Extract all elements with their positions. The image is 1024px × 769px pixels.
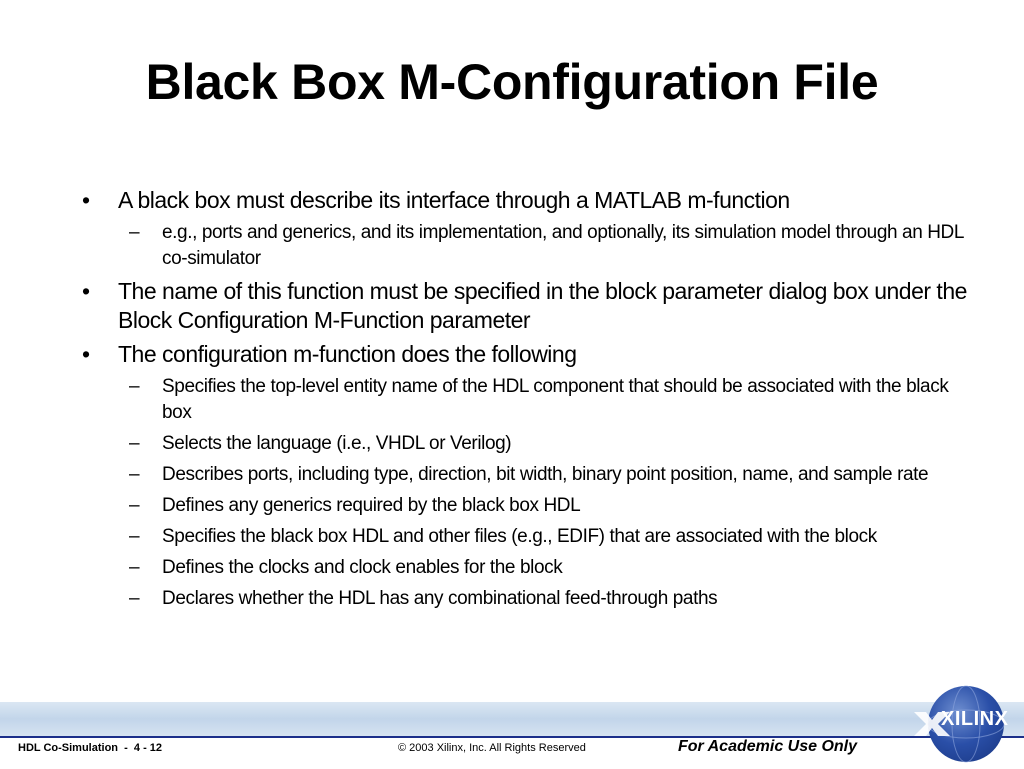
sub-bullet-marker: – <box>129 222 140 243</box>
sub-bullet-text: Declares whether the HDL has any combinational feed-through paths <box>162 588 718 609</box>
sub-bullet-marker: – <box>129 464 140 485</box>
xilinx-logo <box>908 684 1020 764</box>
sub-bullet-text: Defines the clocks and clock enables for the block <box>162 557 563 578</box>
footer-band <box>0 702 1024 736</box>
sub-bullet-marker: – <box>129 526 140 547</box>
bullet-marker: • <box>82 278 90 304</box>
bullet-marker: • <box>82 187 90 213</box>
sub-bullet-item <box>72 493 972 519</box>
bullet-list <box>72 186 972 617</box>
footer-divider <box>0 736 1024 738</box>
xilinx-wordmark: XILINX <box>941 708 1009 730</box>
sub-bullet-item <box>72 374 972 426</box>
bullet-marker: • <box>82 341 90 367</box>
bullet-text: The configuration m-function does the following <box>118 341 577 367</box>
sub-bullet-text: Specifies the black box HDL and other files (e.g., EDIF) that are associated with the block <box>162 526 877 547</box>
sub-bullet-marker: – <box>129 495 140 516</box>
bullet-text: The name of this function must be specified in the block parameter dialog box under the Block Configuration M-Function parameter <box>118 278 967 333</box>
sub-bullet-marker: – <box>129 376 140 397</box>
bullet-item <box>72 340 972 369</box>
sub-bullet-text: Describes ports, including type, direction, bit width, binary point position, name, and sample rate <box>162 464 929 485</box>
sub-bullet-item <box>72 431 972 457</box>
sub-bullet-marker: – <box>129 557 140 578</box>
footer-copyright: © 2003 Xilinx, Inc. All Rights Reserved <box>398 742 586 754</box>
sub-bullet-text: Specifies the top-level entity name of the HDL component that should be associated with the black box <box>162 376 949 423</box>
sub-bullet-text: Selects the language (i.e., VHDL or Verilog) <box>162 433 512 454</box>
bullet-item <box>72 186 972 215</box>
sub-bullet-item <box>72 586 972 612</box>
bullet-item <box>72 277 972 335</box>
sub-bullet-text: e.g., ports and generics, and its implementation, and optionally, its simulation model through an HDL co-simulator <box>162 222 964 269</box>
slide-title: Black Box M-Configuration File <box>145 54 879 110</box>
sub-bullet-marker: – <box>129 433 140 454</box>
sub-bullet-item <box>72 524 972 550</box>
sub-bullet-item <box>72 555 972 581</box>
sub-bullet-item <box>72 220 972 272</box>
sub-bullet-text: Defines any generics required by the black box HDL <box>162 495 581 516</box>
footer-slide-label: HDL Co-Simulation - 4 - 12 <box>18 742 163 754</box>
bullet-text: A black box must describe its interface through a MATLAB m-function <box>118 187 790 213</box>
sub-bullet-marker: – <box>129 588 140 609</box>
footer-academic-notice: For Academic Use Only <box>678 738 858 755</box>
sub-bullet-item <box>72 462 972 488</box>
